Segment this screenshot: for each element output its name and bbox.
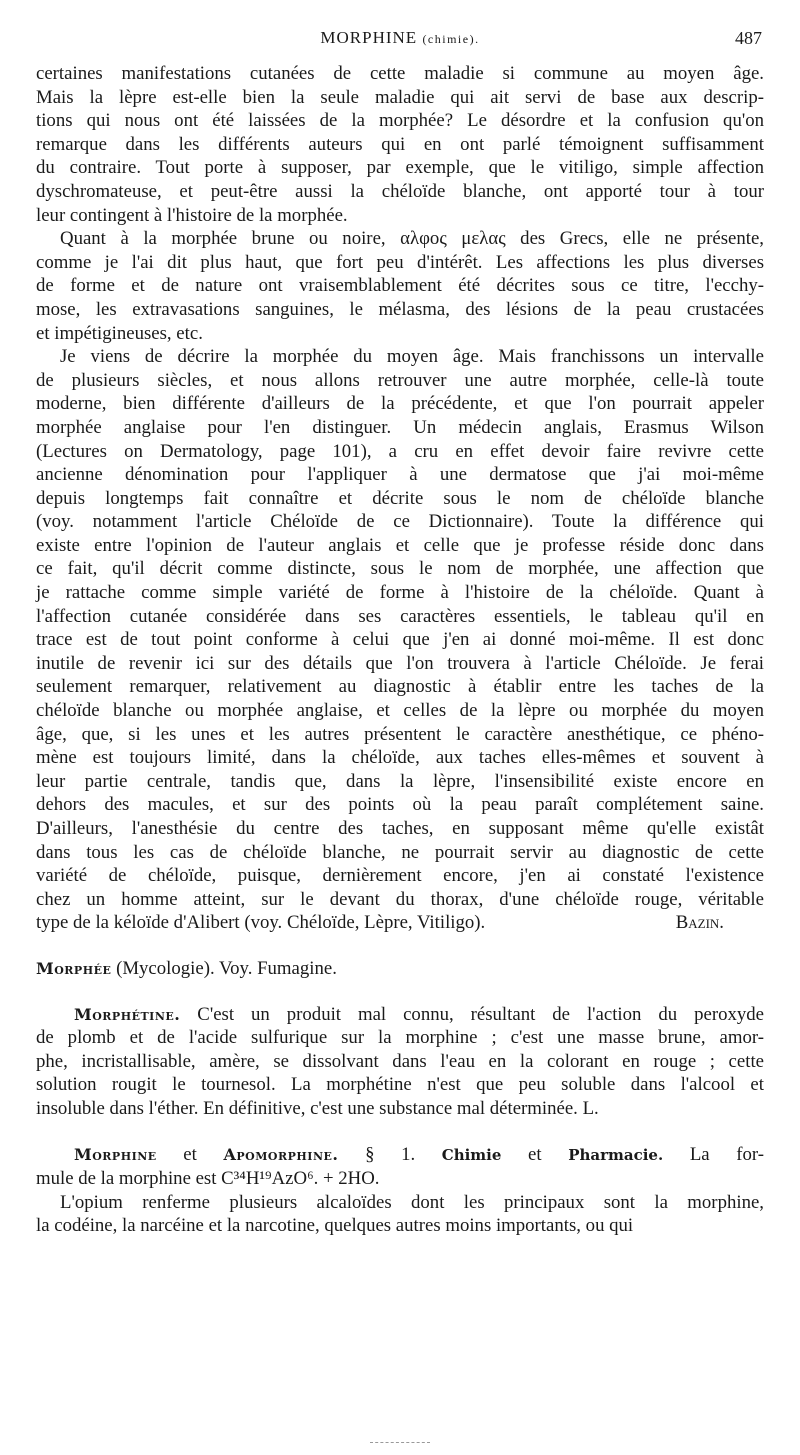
text-line: âge, que, si les unes et les autres présentent le caractère anesthétique, ce phéno-	[36, 723, 764, 745]
text-line: morphée anglaise pour l'en distinguer. Un médecin anglais, Erasmus Wilson	[36, 416, 764, 438]
page-number: 487	[735, 28, 762, 48]
spacer	[36, 935, 764, 957]
text-line: leur partie centrale, tandis que, dans la lèpre, l'insensibilité existe encore en	[36, 770, 764, 792]
running-title	[36, 28, 764, 48]
text-line: comme je l'ai dit plus haut, que fort peu d'intérêt. Les affections les plus diverses	[36, 251, 764, 273]
conjunction: et	[183, 1143, 197, 1165]
text-line: mose, les extravasations sanguines, le mélasma, des lésions de la peau crustacées	[36, 298, 764, 320]
section-number: § 1.	[365, 1143, 416, 1165]
entry-headword: Morphine	[74, 1144, 157, 1164]
text-line: moderne, bien différente d'ailleurs de la précédente, et que l'on pourrait appeler	[36, 393, 764, 415]
text-line: leur contingent à l'histoire de la morphée.	[36, 204, 348, 226]
page-footer-mark	[370, 1442, 430, 1445]
text-line: L'opium renferme plusieurs alcaloïdes dont les principaux sont la morphine,	[60, 1191, 764, 1213]
text-line: dehors des macules, et sur des points où la peau paraît complétement saine.	[36, 794, 764, 816]
text-line: existe entre l'opinion de l'auteur anglais et celle que je professe réside donc dans	[36, 534, 764, 556]
text-line: variété de chéloïde, puisque, dernièrement encore, j'en ai constaté l'existence	[36, 865, 764, 887]
page-body	[36, 62, 764, 1238]
text-line: l'affection cutanée considérée dans ses caractères essentiels, le tableau qu'il en	[36, 605, 764, 627]
text-line: D'ailleurs, l'anesthésie du centre des taches, en supposant même qu'elle existât	[36, 818, 764, 839]
text-line: Je viens de décrire la morphée du moyen âge. Mais franchissons un intervalle	[60, 346, 764, 368]
text-line: chez un homme atteint, sur le devant du thorax, d'une chéloïde rouge, véritable	[36, 888, 764, 910]
text-line: solution rougit le tournesol. La morphétine n'est que peu soluble dans l'alcool et	[36, 1074, 764, 1096]
paragraph-morphee-anglaise	[36, 345, 764, 935]
entry-headword: Morphétine.	[74, 1004, 181, 1024]
text-line: je rattache comme simple variété de forme à l'histoire de la chéloïde. Quant à	[36, 582, 764, 604]
text-line: remarque dans les différents auteurs qui en ont parlé témoignent suffisamment	[36, 133, 764, 155]
text-fragment: C'est un produit mal connu, résultant de l'action du peroxyde	[197, 1003, 765, 1025]
text-line: (voy. notamment l'article Chéloïde de ce Dictionnaire). Toute la différence qui	[36, 511, 764, 533]
text-line: de plomb et de l'acide sulfurique sur la morphine ; c'est une masse brune, amor-	[36, 1027, 764, 1049]
text-line: Quant à la morphée brune ou noire, αλφος μελας des Grecs, elle ne présente,	[60, 228, 764, 250]
paragraph-lepre-history	[36, 62, 764, 227]
text-line: mène est toujours limité, dans la chéloïde, aux taches elles-mêmes et souvent à	[36, 747, 764, 769]
paragraph-opium-alcaloides	[36, 1191, 764, 1238]
text-line: trace est de tout point conforme à celui que j'en ai donné moi-même. Il est donc	[36, 629, 764, 651]
running-header	[36, 28, 764, 54]
text-line: du contraire. Tout porte à supposer, par exemple, que le vitiligo, simple affection	[36, 157, 764, 179]
entry-morphetine	[36, 1003, 764, 1121]
text-line: ancienne dénomination pour l'appliquer à une dermatose que j'ai moi-même	[36, 464, 764, 486]
text-fragment: La for-	[689, 1143, 764, 1165]
text-line: phe, incristallisable, amère, se dissolvant dans l'eau en la colorant en rouge ; cette	[36, 1050, 764, 1072]
text-line: tions qui nous ont été laissées de la morphée? Le désordre et la confusion qu'on	[36, 110, 764, 132]
paragraph-morphee-brune	[36, 227, 764, 345]
text-line: ce fait, qu'il décrit comme distincte, sous le nom de morphée, une affection que	[36, 558, 764, 580]
text-line: Mais la lèpre est-elle bien la seule maladie qui ait servi de base aux descrip-	[36, 86, 764, 108]
text-line: la codéine, la narcéine et la narcotine, quelques autres moins importants, ou qui	[36, 1215, 634, 1237]
text-line	[36, 1143, 764, 1168]
entry-headword: Morphée	[36, 958, 112, 978]
text-line: seulement remarquer, relativement au diagnostic à établir entre les taches de la	[36, 676, 764, 698]
text-line: type de la kéloïde d'Alibert (voy. Chéloïde, Lèpre, Vitiligo).	[36, 912, 486, 934]
spacer	[36, 981, 764, 1003]
running-title-sub: (chimie).	[422, 32, 480, 46]
entry-morphee-mycologie	[36, 957, 764, 981]
conjunction: et	[528, 1143, 542, 1165]
text-line: inutile de revenir ici sur des détails que l'on trouvera à l'article Chéloïde. Je ferai	[36, 652, 764, 674]
section-title: Chimie	[441, 1145, 502, 1164]
text-line: insoluble dans l'éther. En définitive, c'est une substance mal déterminée. L.	[36, 1097, 599, 1119]
text-line: et impétigineuses, etc.	[36, 322, 203, 344]
section-title: Pharmacie.	[568, 1145, 664, 1164]
text-line: depuis longtemps fait connaître et décrite sous le nom de chéloïde blanche	[36, 487, 764, 509]
text-line: certaines manifestations cutanées de cette maladie si commune au moyen âge.	[36, 63, 764, 84]
text-line: de forme et de nature ont vraisemblablement été décrites sous ce titre, l'ecchy-	[36, 275, 764, 297]
entry-morphine-apomorphine	[36, 1143, 764, 1191]
running-title-main: MORPHINE	[320, 28, 418, 47]
text-line-with-signature	[36, 911, 764, 935]
formula-line: mule de la morphine est C³⁴H¹⁹AzO⁶. + 2HO.	[36, 1168, 380, 1190]
text-line	[36, 1003, 764, 1027]
text-line: dyschromateuse, et peut-être aussi la chéloïde blanche, ont apporté tour à tour	[36, 180, 764, 202]
text-line: (Lectures on Dermatology, page 101), a cru en effet devoir faire revivre cette	[36, 440, 764, 462]
text-line: chéloïde blanche ou morphée anglaise, et celles de la lèpre ou morphée du moyen	[36, 700, 764, 722]
entry-crossref: (Mycologie). Voy. Fumagine.	[116, 957, 337, 979]
author-signature: Bazin.	[675, 912, 724, 934]
entry-headword: Apomorphine.	[223, 1144, 339, 1164]
spacer	[36, 1121, 764, 1143]
text-line: de plusieurs siècles, et nous allons retrouver une autre morphée, celle-là toute	[36, 369, 764, 391]
text-line: dans tous les cas de chéloïde blanche, ne pourrait servir au diagnostic de cette	[36, 841, 764, 863]
